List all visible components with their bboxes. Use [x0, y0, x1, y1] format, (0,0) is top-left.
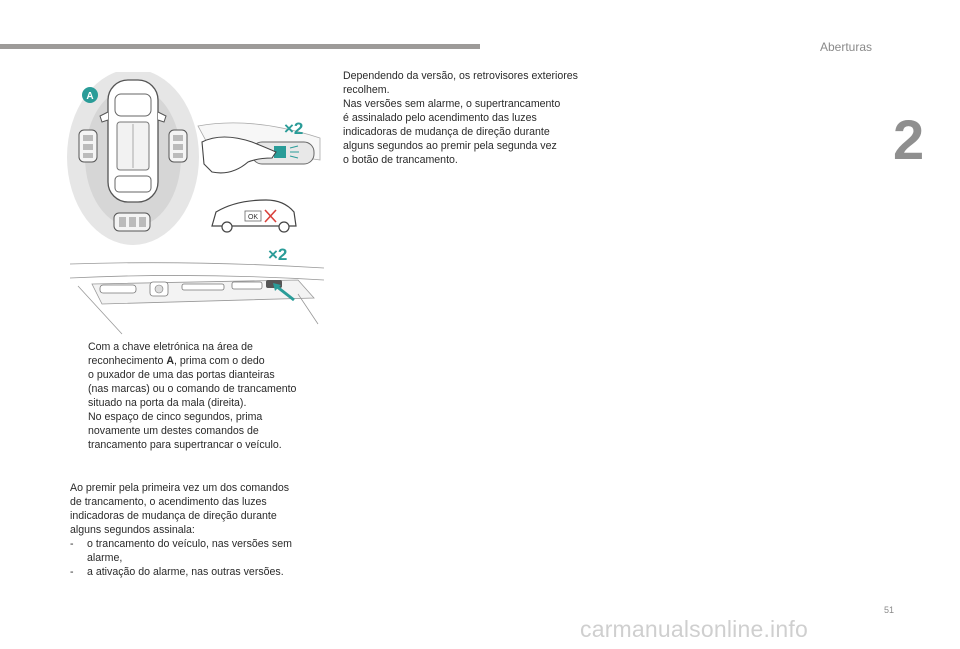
intro-text: [343, 69, 623, 167]
intro-line: é assinalado pelo acendimento das luzes: [343, 112, 537, 124]
right-door-handle-hand: [169, 130, 187, 162]
procedure-steps: [70, 340, 330, 452]
left-door-handle-hand: [79, 130, 97, 162]
intro-line: o botão de trancamento.: [343, 154, 458, 166]
locking-illustration: [62, 72, 328, 340]
tailgate-view: [70, 263, 324, 334]
dash-bullet: -: [70, 566, 74, 578]
car-side-view-icon: [212, 200, 296, 232]
list-item: - o trancamento do veículo, nas versões sem alarme,: [70, 538, 292, 564]
page-number: 51: [884, 605, 895, 615]
chapter-number: 2: [893, 108, 925, 171]
intro-line: Dependendo da versão, os retrovisores exteriores: [343, 70, 578, 82]
trunk-handle-hand: [114, 213, 150, 231]
step-1: Com a chave eletrónica na área de reconhecimento A, prima com o dedo o puxador de uma das portas dianteiras (nas marcas) ou o comando de trancamento situado na porta da mala (direita).: [88, 341, 297, 409]
intro-line: alguns segundos ao premir pela segunda vez: [343, 140, 557, 152]
section-title: Aberturas: [820, 40, 873, 54]
intro-line: recolhem.: [343, 84, 390, 96]
car-top-view-icon: [100, 80, 166, 202]
press-count-bottom: ×2: [268, 245, 288, 264]
header-bar: [0, 44, 480, 49]
intro-line: indicadoras de mudança de direção durante: [343, 126, 550, 138]
watermark: carmanualsonline.info: [580, 616, 808, 642]
signal-paragraph: Ao premir pela primeira vez um dos comandos de trancamento, o acendimento das luzes indicadoras de mudança de direção durante alguns segundos assinala: - o trancamento do veículo, nas versões sem alarme, - a ativação do alarme, nas outras versões.: [70, 481, 330, 579]
press-count-top: ×2: [284, 119, 304, 138]
dash-bullet: -: [70, 538, 74, 550]
intro-line: Nas versões sem alarme, o supertrancamento: [343, 98, 561, 110]
step-2: No espaço de cinco segundos, prima novamente um destes comandos de trancamento para supertrancar o veículo.: [88, 411, 282, 451]
svg-text:A: A: [86, 91, 94, 102]
zone-marker-a: [82, 87, 98, 103]
svg-text:OK: OK: [247, 214, 259, 221]
list-item: - a ativação do alarme, nas outras versões.: [70, 566, 284, 578]
